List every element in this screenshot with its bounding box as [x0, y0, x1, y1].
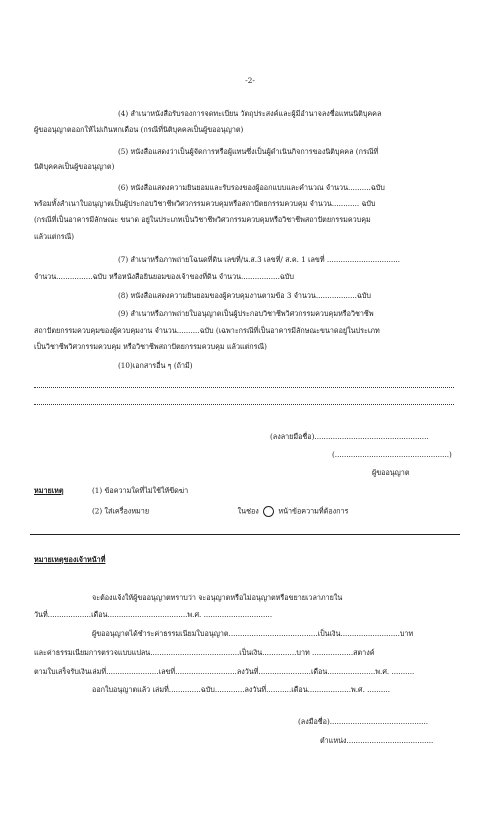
officer-line-2: วันที่...................เดือน...................................พ.ศ. ..............................: [34, 610, 273, 619]
officer-position-line: ตำแหน่ง......................................: [320, 736, 434, 745]
item-9-line-3: เป็นวิชาชีพวิศวกรรมควบคุม หรือวิชาชีพสถาปัตยกรรมควบคุม แล้วแต่กรณี): [34, 342, 267, 351]
applicant-name-line: (..................................................): [332, 450, 452, 459]
note-heading: หมายเหตุ: [34, 486, 64, 495]
item-6-line-1: (6) หนังสือแสดงความยินยอมและรับรองของผู้ออกแบบและคำนวณ จำนวน..........ฉบับ: [118, 183, 385, 192]
item-8-line-1: (8) หนังสือแสดงความยินยอมของผู้ควบคุมงานตามข้อ 3 จำนวน..................ฉบับ: [118, 291, 371, 300]
note-2-in-box: ในช่อง: [237, 506, 259, 516]
item-4-line-2: ผู้ขออนุญาตออกให้ไม่เกินหกเดือน (กรณีที่นิติบุคคลเป็นผู้ขออนุญาต): [34, 125, 244, 134]
item-7-line-2: จำนวน................ฉบับ หรือหนังสือยินยอมของเจ้าของที่ดิน จำนวน.................ฉบับ: [34, 272, 294, 281]
officer-line-6: ออกใบอนุญาตแล้ว เล่มที่..............ฉบับ.............ลงวันที่...........เดือน...................พ.ศ. ..........: [92, 685, 391, 694]
item-6-line-4: แล้วแต่กรณี): [34, 232, 75, 241]
item-9-line-1: (9) สำเนาหรือภาพถ่ายใบอนุญาตเป็นผู้ประกอบวิชาชีพวิศวกรรมควบคุมหรือวิชาชีพ: [118, 309, 374, 318]
item-9-line-2: สถาปัตยกรรมควบคุมของผู้ควบคุมงาน จำนวน..........ฉบับ (เฉพาะกรณีที่เป็นอาคารมีลักษณะขนาดอยู่ในประเภท: [34, 326, 380, 335]
officer-line-1: จะต้องแจ้งให้ผู้ขออนุญาตทราบว่า จะอนุญาตหรือไม่อนุญาตหรือขยายเวลาภายใน: [92, 593, 343, 602]
section-divider: [30, 534, 460, 535]
note-2-prefix: (2) ใส่เครื่องหมาย: [92, 506, 150, 516]
dotted-line: [34, 387, 454, 388]
item-6-line-2: พร้อมทั้งสำเนาใบอนุญาตเป็นผู้ประกอบวิชาชีพวิศวกรรมควบคุมหรือสถาปัตยกรรมควบคุม จำนวน............ ฉบับ: [34, 199, 376, 208]
applicant-role: ผู้ขออนุญาต: [372, 468, 410, 477]
item-5-line-1: (5) หนังสือแสดงว่าเป็นผู้จัดการหรือผู้แทนซึ่งเป็นผู้ดำเนินกิจการของนิติบุคคล (กรณีที่: [118, 147, 379, 156]
item-4-line-1: (4) สำเนาหนังสือรับรองการจดทะเบียน วัตถุประสงค์และผู้มีอำนาจลงชื่อแทนนิติบุคคล: [118, 109, 382, 118]
note-2-suffix: หน้าข้อความที่ต้องการ: [278, 506, 349, 516]
item-10-line-1: (10)เอกสารอื่น ๆ (ถ้ามี): [118, 361, 193, 370]
page-number: -2-: [245, 76, 255, 85]
officer-line-3: ผู้ขออนุญาตได้ชำระค่าธรรมเนียมใบอนุญาต.......................................เป็นเงิน..........................บาท: [92, 629, 414, 638]
circle-icon: [263, 506, 274, 517]
officer-line-4: และค่าธรรมเนียมการตรวจแบบแปลน.......................................เป็นเงิน...............บาท ..................สตางค์: [34, 648, 375, 657]
officer-sign-line: (ลงมือชื่อ)...........................................: [298, 717, 429, 726]
applicant-sign-line: (ลงลายมือชื่อ)..................................................: [270, 432, 429, 441]
note-1: (1) ข้อความใดที่ไม่ใช้ให้ขีดฆ่า: [92, 486, 189, 495]
item-5-line-2: นิติบุคคลเป็นผู้ขออนุญาต): [34, 162, 115, 171]
officer-heading: หมายเหตุของเจ้าหน้าที่: [34, 555, 106, 564]
note-2: [92, 506, 348, 517]
dotted-line: [34, 404, 454, 405]
item-6-line-3: (กรณีที่เป็นอาคารมีลักษณะ ขนาด อยู่ในประเภทเป็นวิชาชีพวิศวกรรมควบคุมหรือวิชาชีพสถาปัตยกรรมควบคุม: [34, 215, 371, 224]
officer-line-5: ตามใบเสร็จรับเงินเล่มที่.......................เลขที่...........................ลงวันที่.......................เดือน.....................พ.ศ. ..........: [34, 667, 415, 676]
item-7-line-1: (7) สำเนาหรือภาพถ่ายโฉนดที่ดิน เลขที่/น.ส.3 เลขที่/ ส.ค. 1 เลขที่ ................................: [118, 255, 400, 264]
